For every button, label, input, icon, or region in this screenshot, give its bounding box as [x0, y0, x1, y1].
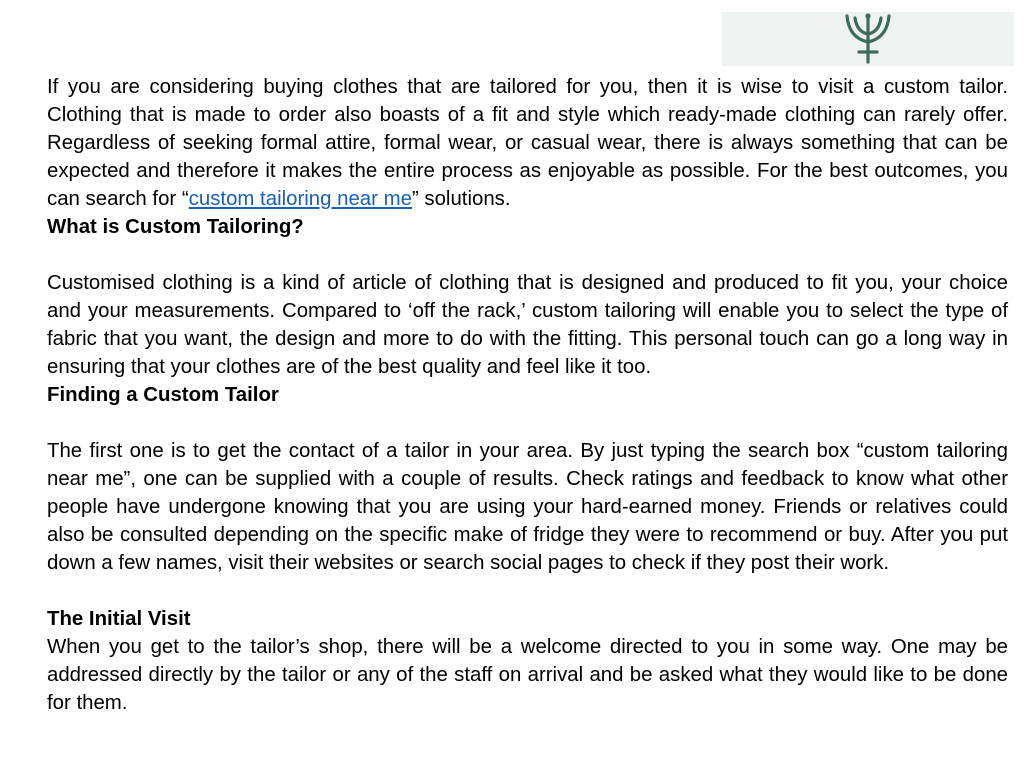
header-logo-box	[722, 12, 1014, 66]
section-body-finding: The first one is to get the contact of a tailor in your area. By just typing the search box “custom tailoring near me”, one can be supplied with a couple of results. Check ratings and feedback to know what other people have undergone knowing that you are using your hard-earned money. Friends or relatives could also be consulted depending on the specific make of fridge they were to recommend or buy. After you put down a few names, visit their websites or search social pages to check if they post their work.	[47, 440, 1008, 574]
section-body-what-is: Customised clothing is a kind of article of clothing that is designed and produced to fit you, your choice and your measurements. Compared to ‘off the rack,’ custom tailoring will enable you to select the type of fabric that you want, the design and more to do with the fitting. This personal touch can go a long way in ensuring that your clothes are of the best quality and feel like it too.	[47, 272, 1008, 378]
trident-logo-icon	[839, 12, 897, 66]
spacer	[47, 409, 1008, 437]
article-body	[47, 73, 1008, 717]
section-heading-initial-visit: The Initial Visit	[47, 608, 191, 630]
section-heading-what-is: What is Custom Tailoring?	[47, 216, 304, 238]
spacer	[47, 577, 1008, 605]
spacer	[47, 241, 1008, 269]
section-body-initial-visit: When you get to the tailor’s shop, there will be a welcome directed to you in some way. One may be addressed directly by the tailor or any of the staff on arrival and be asked what they would like to be done for them.	[47, 636, 1008, 714]
intro-text: If you are considering buying clothes that are tailored for you, then it is wise to visit a custom tailor. Clothing that is made to order also boasts of a fit and style which ready-made clothing can rarely offer. Regardless of seeking formal attire, formal wear, or casual wear, there is always something that can be expected and therefore it makes the entire process as enjoyable as possible. For the best outcomes, you can search for “	[47, 76, 1008, 210]
section-heading-finding: Finding a Custom Tailor	[47, 384, 279, 406]
intro-text-end: ” solutions.	[411, 188, 511, 210]
custom-tailoring-link[interactable]: custom tailoring near me	[188, 188, 412, 210]
intro-paragraph	[47, 73, 1008, 213]
